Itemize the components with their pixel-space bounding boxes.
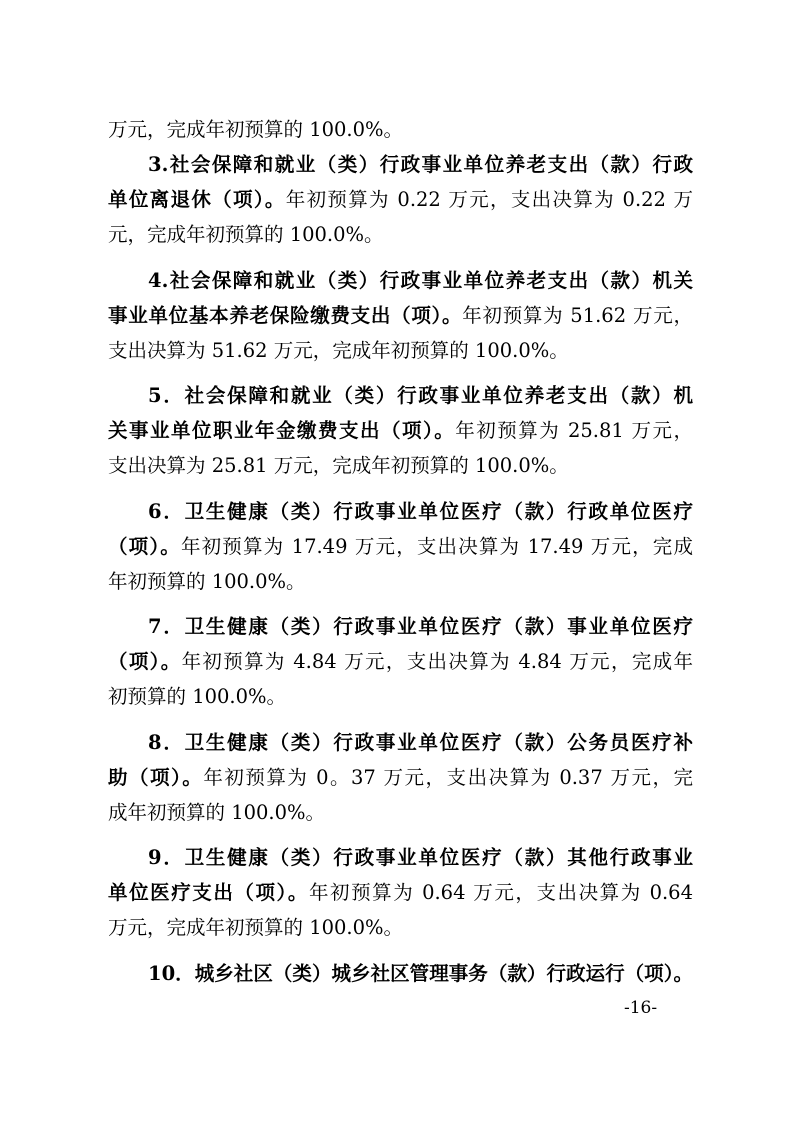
item-text: 支出决算为 25.81 万元，完成年初预算的 100.0%。 — [108, 454, 569, 477]
item-heading: 单位医疗支出（项）。 — [108, 881, 309, 904]
item-text: 成年初预算的 100.0%。 — [108, 801, 326, 824]
item-heading: （项）。 — [108, 650, 182, 673]
text-line — [108, 182, 693, 218]
item-heading: 5．社会保障和就业（类）行政事业单位养老支出（款）机 — [148, 384, 693, 407]
item-heading: 4.社会保障和就业（类）行政事业单位养老支出（款）机关 — [148, 269, 693, 292]
text-line — [108, 795, 693, 831]
item-text: 万元，完成年初预算的 100.0%。 — [108, 916, 404, 939]
text-line — [148, 378, 693, 414]
item-heading: 10．城乡社区（类）城乡社区管理事务（款）行政运行（项）。 — [148, 962, 693, 985]
page-number: -16- — [624, 998, 658, 1018]
text-line — [148, 609, 693, 645]
text-line — [108, 679, 693, 715]
text-line — [108, 333, 693, 369]
text-line — [148, 956, 693, 992]
item-text: 年初预算的 100.0%。 — [108, 570, 306, 593]
item-heading: 单位离退休（项）。 — [108, 188, 286, 211]
item-heading: 9．卫生健康（类）行政事业单位医疗（款）其他行政事业 — [148, 846, 693, 869]
item-heading: 8．卫生健康（类）行政事业单位医疗（款）公务员医疗补 — [148, 731, 693, 754]
item-heading: （项）。 — [108, 535, 181, 558]
item-text: 万元，完成年初预算的 100.0%。 — [108, 118, 404, 141]
text-line — [108, 112, 693, 148]
item-heading: 7．卫生健康（类）行政事业单位医疗（款）事业单位医疗 — [148, 615, 693, 638]
text-line — [108, 875, 693, 911]
text-line — [108, 298, 693, 334]
item-heading: 助（项）。 — [108, 766, 204, 789]
text-line — [108, 217, 693, 253]
text-line — [108, 910, 693, 946]
text-line — [108, 448, 693, 484]
item-text: 年初预算为 0。37 万元，支出决算为 0.37 万元，完 — [203, 766, 693, 789]
text-line — [108, 413, 693, 449]
item-heading: 3.社会保障和就业（类）行政事业单位养老支出（款）行政 — [148, 153, 693, 176]
item-text: 年初预算为 0.22 万元，支出决算为 0.22 万 — [285, 188, 693, 211]
item-text: 年初预算为 25.81 万元， — [455, 419, 693, 442]
item-text: 年初预算为 4.84 万元，支出决算为 4.84 万元，完成年 — [181, 650, 693, 673]
item-text: 年初预算为 17.49 万元，支出决算为 17.49 万元，完成 — [180, 535, 693, 558]
text-line — [108, 644, 693, 680]
text-line — [148, 840, 693, 876]
text-line — [108, 564, 693, 600]
text-line — [148, 494, 693, 530]
item-heading: 事业单位基本养老保险缴费支出（项）。 — [108, 304, 463, 327]
text-line — [148, 147, 693, 183]
text-line — [148, 263, 693, 299]
text-line — [108, 760, 693, 796]
item-heading: 关事业单位职业年金缴费支出（项）。 — [108, 419, 456, 442]
item-text: 初预算的 100.0%。 — [108, 685, 287, 708]
item-heading: 6．卫生健康（类）行政事业单位医疗（款）行政单位医疗 — [148, 500, 693, 523]
item-text: 支出决算为 51.62 万元，完成年初预算的 100.0%。 — [108, 339, 569, 362]
item-text: 元，完成年初预算的 100.0%。 — [108, 223, 384, 246]
item-text: 年初预算为 0.64 万元，支出决算为 0.64 — [308, 881, 693, 904]
item-text: 年初预算为 51.62 万元， — [462, 304, 693, 327]
text-line — [108, 529, 693, 565]
text-line — [148, 725, 693, 761]
